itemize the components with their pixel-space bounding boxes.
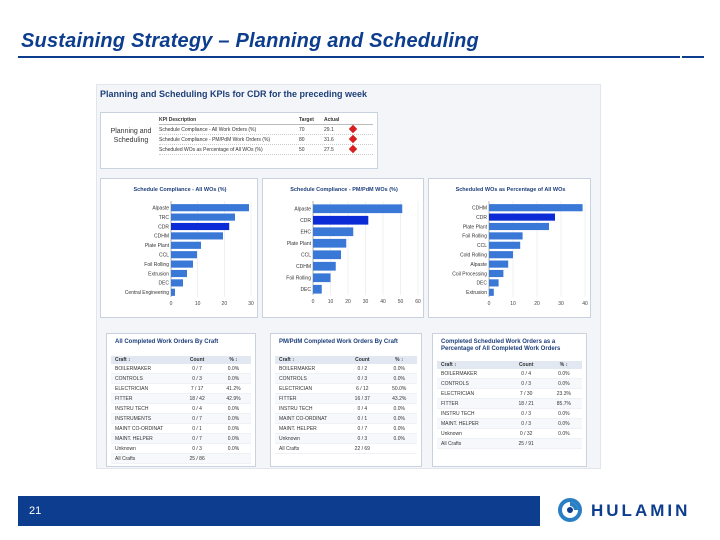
table-row: [275, 374, 417, 384]
table-header: [275, 356, 417, 364]
chart-panel-all-wos: [100, 178, 258, 318]
percent-cell: 43.2%: [392, 395, 407, 402]
percent-cell: 0.0%: [227, 405, 240, 412]
table-panel-scheduled-pct: [432, 333, 587, 467]
category-label: CDHM: [472, 205, 487, 212]
count-cell: 0 / 3: [357, 435, 368, 442]
table-row: [111, 394, 251, 404]
craft-cell: BOILERMAKER: [279, 365, 316, 372]
x-tick-label: 20: [534, 301, 540, 307]
percent-cell: 0.0%: [227, 375, 240, 382]
kpi-category-label: Planning and Scheduling: [110, 128, 152, 144]
x-tick-label: 40: [380, 299, 386, 305]
table-row: [111, 434, 251, 444]
craft-cell: MAINT CO-ORDINAT: [115, 425, 164, 432]
bar-chart-schedule-compliance-all: [101, 179, 259, 319]
craft-cell: INSTRU TECH: [115, 405, 149, 412]
table-row: [111, 384, 251, 394]
table-row: [275, 364, 417, 374]
category-label: Central Engineering: [124, 290, 169, 297]
title-underline-end: [682, 56, 704, 58]
chart-title: Scheduled WOs as Percentage of All WOs: [455, 187, 566, 193]
craft-cell: Unknown: [115, 445, 136, 452]
kpi-target: 50: [299, 146, 305, 153]
craft-cell: ELECTRICIAN: [115, 385, 149, 392]
table-row: [275, 414, 417, 424]
bar[interactable]: [313, 250, 341, 259]
column-header: Count: [355, 357, 370, 363]
count-cell: 0 / 3: [192, 375, 202, 382]
craft-cell: MAINT CO-ORDINAT: [279, 415, 328, 422]
hulamin-swirl-icon: [557, 496, 587, 526]
count-cell: 0 / 3: [521, 420, 532, 427]
kpi-table-header: [159, 117, 373, 125]
percent-cell: 42.9%: [226, 395, 241, 402]
count-cell: 0 / 2: [357, 365, 368, 372]
bar[interactable]: [489, 261, 508, 268]
category-label: CDR: [476, 214, 487, 221]
table-row: [275, 404, 417, 414]
count-cell: 0 / 7: [192, 415, 202, 422]
percent-cell: 0.0%: [558, 420, 570, 427]
x-tick-label: 60: [415, 299, 421, 305]
category-label: Plate Plant: [462, 224, 487, 231]
percent-cell: 23.3%: [556, 390, 571, 397]
percent-cell: 0.0%: [227, 365, 240, 372]
count-cell: 7 / 17: [190, 385, 204, 392]
column-header[interactable]: % ↕: [395, 357, 404, 363]
craft-table: [275, 356, 417, 454]
category-label: Plate Plant: [286, 241, 311, 248]
footer-bar: [18, 496, 540, 526]
category-label: CCL: [476, 243, 487, 250]
percent-cell: 0.0%: [393, 375, 405, 382]
logo-text: HULAMIN: [591, 501, 691, 520]
bar[interactable]: [171, 289, 175, 296]
count-cell: 16 / 37: [354, 395, 370, 402]
table-row: [437, 379, 582, 389]
kpi-target: 80: [299, 136, 305, 143]
kpi-table: [159, 117, 373, 155]
table-row: [275, 394, 417, 404]
bar[interactable]: [171, 223, 229, 230]
percent-cell: 0.0%: [227, 445, 240, 452]
count-cell: 0 / 3: [192, 445, 202, 452]
craft-cell: BOILERMAKER: [441, 370, 478, 377]
bar[interactable]: [313, 239, 346, 248]
column-header[interactable]: Craft ↕: [115, 357, 131, 363]
table-header: [111, 356, 251, 364]
craft-cell: MAINT. HELPER: [441, 420, 479, 427]
bar[interactable]: [313, 262, 336, 271]
table-title: Completed Scheduled Work Orders as a Percentage of All Completed Work Orders: [441, 339, 561, 352]
percent-cell: 0.0%: [393, 425, 405, 432]
bar[interactable]: [171, 204, 249, 211]
alert-diamond-icon: [349, 144, 357, 152]
count-cell: 0 / 7: [192, 365, 202, 372]
kpi-target: 70: [299, 126, 305, 133]
x-tick-label: 40: [582, 301, 588, 307]
count-cell: 25 / 86: [189, 455, 205, 462]
bar[interactable]: [313, 204, 402, 213]
category-label: Coil Processing: [452, 271, 487, 278]
craft-cell: All Crafts: [279, 445, 300, 452]
count-cell: 7 / 30: [519, 390, 533, 397]
table-row: [275, 434, 417, 444]
chart-title: Schedule Compliance - PM/PdM WOs (%): [290, 187, 398, 193]
table-panel-pm-pdm: [270, 333, 422, 467]
kpi-row: [159, 125, 373, 135]
table-row: [111, 374, 251, 384]
slide-title: Sustaining Strategy – Planning and Scheduling: [21, 30, 479, 52]
bar[interactable]: [171, 279, 183, 286]
x-tick-label: 50: [397, 299, 404, 305]
table-row: [437, 419, 582, 429]
kpi-actual: 31.6: [324, 136, 334, 143]
category-label: Foil Rolling: [144, 261, 169, 268]
bar[interactable]: [171, 261, 193, 268]
percent-cell: 0.0%: [227, 425, 240, 432]
craft-cell: MAINT. HELPER: [115, 435, 153, 442]
category-label: Extrusion: [466, 290, 487, 297]
hulamin-logo: [557, 496, 707, 526]
bar[interactable]: [313, 216, 368, 225]
column-header: Count: [518, 362, 534, 368]
bar[interactable]: [489, 279, 499, 286]
count-cell: 0 / 4: [521, 370, 532, 377]
table-row: [275, 384, 417, 394]
kpi-description: Schedule Compliance - All Work Orders (%): [159, 126, 257, 133]
table-title: All Completed Work Orders By Craft: [115, 339, 219, 345]
count-cell: 6 / 12: [356, 385, 369, 392]
craft-cell: FITTER: [279, 395, 297, 402]
category-label: TRC: [158, 214, 169, 221]
table-row: [111, 404, 251, 414]
craft-cell: CONTROLS: [441, 380, 469, 387]
table-row: [437, 399, 582, 409]
category-label: CDR: [158, 224, 169, 231]
bar[interactable]: [313, 273, 331, 282]
table-row: [275, 424, 417, 434]
count-cell: 22 / 69: [354, 445, 370, 452]
bar[interactable]: [489, 232, 523, 239]
x-tick-label: 20: [221, 301, 228, 307]
bar-chart-scheduled-percentage: [429, 179, 592, 319]
page-number: 21: [29, 505, 42, 517]
category-label: CCL: [158, 252, 169, 259]
alert-diamond-icon: [349, 124, 357, 132]
x-tick-label: 10: [510, 301, 516, 307]
craft-cell: BOILERMAKER: [115, 365, 152, 372]
bar[interactable]: [489, 270, 503, 277]
category-label: DEC: [158, 280, 169, 287]
category-label: Extrusion: [148, 271, 169, 278]
category-label: DEC: [300, 287, 311, 294]
bar[interactable]: [489, 223, 549, 230]
count-cell: 0 / 7: [357, 425, 368, 432]
category-label: CDR: [300, 218, 311, 225]
bar[interactable]: [489, 204, 583, 211]
chart-panel-pm-pdm: [262, 178, 424, 318]
dashboard-title: Planning and Scheduling KPIs for CDR for the preceding week: [100, 89, 368, 99]
craft-table: [437, 361, 582, 449]
table-row: [437, 439, 582, 449]
kpi-actual: 29.1: [324, 126, 334, 133]
craft-cell: Unknown: [279, 435, 300, 442]
kpi-actual: 27.5: [324, 146, 334, 153]
category-label: CCL: [300, 252, 311, 259]
table-row: [111, 454, 251, 464]
x-tick-label: 30: [558, 301, 564, 307]
category-label: DEC: [476, 280, 487, 287]
craft-cell: MAINT. HELPER: [279, 425, 317, 432]
craft-cell: All Crafts: [441, 440, 462, 447]
percent-cell: 85.7%: [556, 400, 571, 407]
craft-cell: INSTRU TECH: [441, 410, 475, 417]
table-header: [437, 361, 582, 369]
x-tick-label: 0: [169, 301, 173, 307]
table-row: [275, 444, 417, 454]
bar[interactable]: [171, 251, 197, 258]
bar[interactable]: [489, 214, 555, 221]
chart-panel-scheduled-pct: [428, 178, 591, 318]
craft-cell: INSTRU TECH: [279, 405, 313, 412]
category-label: Foil Rolling: [462, 233, 487, 240]
column-header[interactable]: Craft ↕: [279, 357, 295, 363]
bar[interactable]: [489, 251, 513, 258]
table-panel-all-completed: [106, 333, 256, 467]
craft-cell: All Crafts: [115, 455, 136, 462]
count-cell: 0 / 3: [357, 375, 368, 382]
alert-diamond-icon: [349, 134, 357, 142]
x-tick-label: 10: [194, 301, 201, 307]
bar-chart-schedule-compliance-pm: [263, 179, 425, 319]
table-row: [111, 414, 251, 424]
table-row: [111, 424, 251, 434]
bar[interactable]: [313, 227, 353, 236]
count-cell: 0 / 1: [357, 415, 368, 422]
percent-cell: 0.0%: [558, 370, 570, 377]
column-header[interactable]: % ↕: [229, 357, 238, 363]
percent-cell: 0.0%: [227, 415, 240, 422]
percent-cell: 0.0%: [393, 435, 405, 442]
craft-cell: Unknown: [441, 430, 462, 437]
count-cell: 0 / 4: [192, 405, 202, 412]
x-tick-label: 20: [345, 299, 351, 305]
category-label: CDHM: [296, 264, 311, 271]
category-label: Plate Plant: [144, 243, 169, 250]
category-label: Foil Rolling: [286, 275, 311, 282]
table-title: PM/PdM Completed Work Orders By Craft: [279, 339, 398, 345]
percent-cell: 0.0%: [393, 415, 405, 422]
kpi-row: [159, 135, 373, 145]
x-tick-label: 0: [487, 301, 491, 307]
kpi-description: Scheduled WOs as Percentage of All WOs (%): [159, 146, 263, 153]
percent-cell: 0.0%: [558, 430, 570, 437]
craft-cell: FITTER: [441, 400, 459, 407]
percent-cell: 0.0%: [227, 435, 240, 442]
kpi-description: Schedule Compliance - PM/PdM Work Orders (%): [159, 136, 271, 143]
category-label: CDHM: [154, 233, 169, 240]
count-cell: 0 / 3: [521, 410, 532, 417]
kpi-row: [159, 145, 373, 155]
count-cell: 0 / 7: [192, 435, 202, 442]
kpi-header-actual: Actual: [324, 117, 340, 123]
kpi-panel: [100, 112, 378, 169]
craft-table: [111, 356, 251, 464]
title-underline: [18, 56, 680, 58]
table-row: [111, 444, 251, 454]
table-row: [437, 409, 582, 419]
category-label: Cold Rolling: [460, 252, 487, 259]
craft-cell: INSTRUMENTS: [115, 415, 152, 422]
category-label: Alpaste: [470, 261, 487, 268]
craft-cell: ELECTRICIAN: [441, 390, 475, 397]
craft-cell: ELECTRICIAN: [279, 385, 313, 392]
percent-cell: 41.2%: [226, 385, 241, 392]
column-header[interactable]: % ↕: [559, 362, 569, 368]
count-cell: 0 / 32: [519, 430, 533, 437]
count-cell: 0 / 3: [521, 380, 532, 387]
bar[interactable]: [489, 242, 520, 249]
craft-cell: CONTROLS: [279, 375, 307, 382]
category-label: Alpaste: [294, 206, 311, 213]
count-cell: 25 / 91: [518, 440, 534, 447]
table-row: [437, 429, 582, 439]
craft-cell: FITTER: [115, 395, 133, 402]
x-tick-label: 30: [362, 299, 369, 305]
table-row: [111, 364, 251, 374]
bar[interactable]: [171, 242, 201, 249]
column-header[interactable]: Craft ↕: [441, 362, 457, 368]
column-header: Count: [189, 357, 205, 363]
craft-cell: CONTROLS: [115, 375, 143, 382]
x-tick-label: 0: [311, 299, 315, 305]
table-row: [437, 369, 582, 379]
percent-cell: 0.0%: [558, 410, 570, 417]
category-label: EHC: [300, 229, 311, 236]
count-cell: 0 / 1: [192, 425, 202, 432]
bar[interactable]: [171, 214, 235, 221]
bar[interactable]: [171, 232, 223, 239]
kpi-header-target: Target: [299, 117, 314, 123]
bar[interactable]: [171, 270, 187, 277]
percent-cell: 0.0%: [393, 405, 405, 412]
bar[interactable]: [313, 285, 322, 294]
x-tick-label: 30: [248, 301, 254, 307]
count-cell: 0 / 4: [357, 405, 368, 412]
percent-cell: 0.0%: [558, 380, 570, 387]
table-row: [437, 389, 582, 399]
x-tick-label: 10: [327, 299, 334, 305]
percent-cell: 50.0%: [392, 385, 407, 392]
percent-cell: 0.0%: [393, 365, 405, 372]
category-label: Alpaste: [152, 205, 169, 212]
bar[interactable]: [489, 289, 494, 296]
count-cell: 18 / 21: [518, 400, 534, 407]
count-cell: 18 / 42: [189, 395, 205, 402]
chart-title: Schedule Compliance - All WOs (%): [133, 187, 227, 193]
kpi-header-description: KPI Description: [159, 117, 197, 123]
